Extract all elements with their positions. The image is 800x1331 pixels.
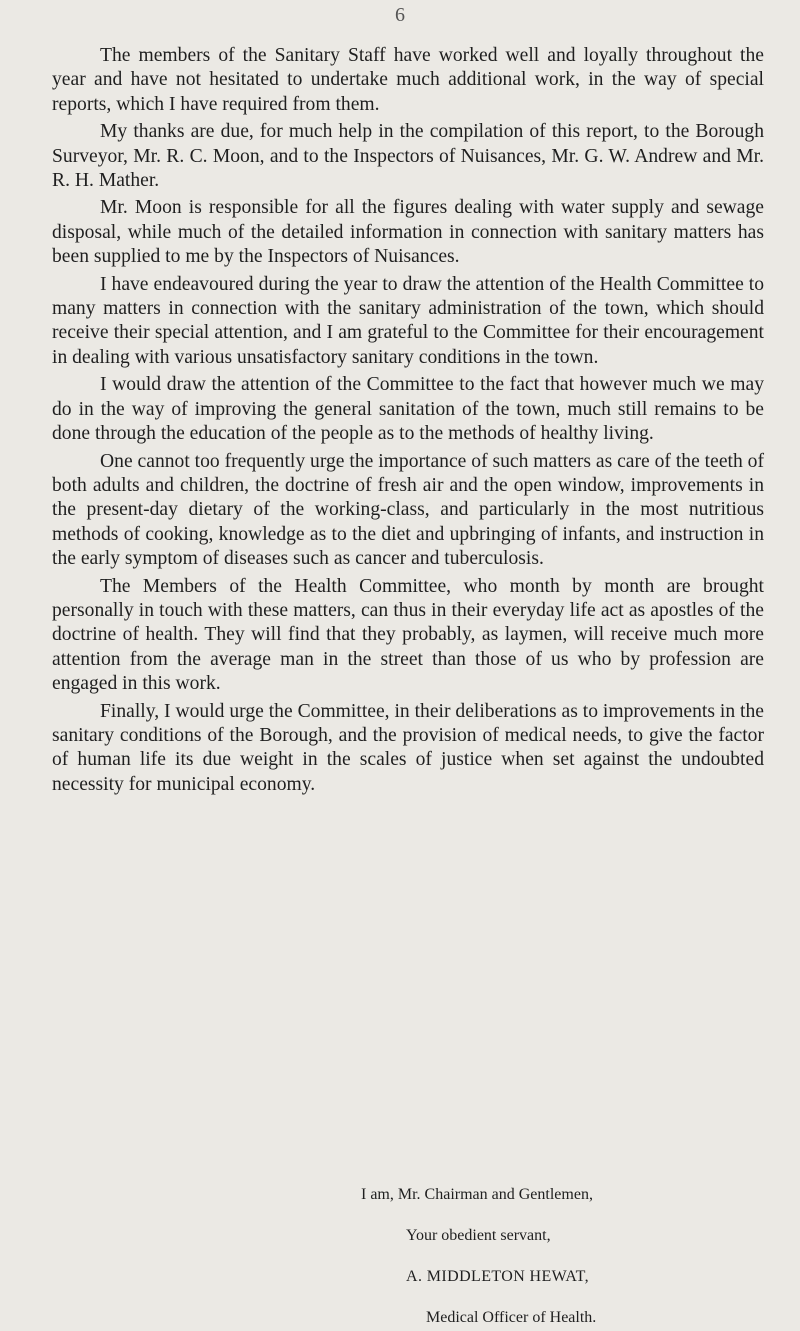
- paragraph-figures: Mr. Moon is responsible for all the figures dealing with water supply and sewage disposal, while much of the detailed information in connection with sanitary matters has been supplied to me by the Inspectors of Nuisances.: [52, 197, 764, 268]
- closing-salutation: I am, Mr. Chairman and Gentlemen,: [361, 1186, 593, 1203]
- paragraph-thanks: My thanks are due, for much help in the compilation of this report, to the Borough Surveyor, Mr. R. C. Moon, and to the Inspectors of Nuisances, Mr. G. W. Andrew and Mr. R. H. Mather.: [52, 121, 764, 192]
- signature-name: A. MIDDLETON HEWAT,: [406, 1268, 589, 1285]
- paragraph-members: The Members of the Health Committee, who month by month are brought personally in touch with these matters, can thus in their everyday life act as apostles of the doctrine of health. They will find that they probably, as laymen, will receive much more attention from the average man in the street than those of us who by profession are engaged in this work.: [52, 575, 764, 695]
- paragraph-finally: Finally, I would urge the Committee, in their deliberations as to improvements in the sanitary conditions of the Borough, and the provision of medical needs, to give the factor of human life its due weight in the scales of justice when set against the undoubted necessity for municipal economy.: [52, 700, 764, 795]
- closing-valediction: Your obedient servant,: [406, 1227, 551, 1244]
- paragraph-staff: The members of the Sanitary Staff have worked well and loyally throughout the year and have not hesitated to undertake much additional work, in the way of special reports, which I have required from them.: [52, 45, 764, 115]
- paragraph-committee-attention: I have endeavoured during the year to draw the attention of the Health Committee to many matters in connection with the sanitary administration of the town, which should receive their special attention, and I am grateful to the Committee for their encouragement in dealing with various unsatisfactory sanitary conditions in the town.: [52, 273, 764, 368]
- page-number: 6: [395, 4, 405, 26]
- paragraph-health-matters: One cannot too frequently urge the importance of such matters as care of the teeth of both adults and children, the doctrine of fresh air and the open window, improvements in the present-day dietary of the working-class, and particularly in the most nutritious methods of cooking, knowledge as to the diet and upbringing of infants, and instruction in the early symptom of diseases such as cancer and tuberculosis.: [52, 450, 764, 570]
- signature-title: Medical Officer of Health.: [426, 1309, 597, 1326]
- paragraph-education: I would draw the attention of the Committee to the fact that however much we may do in the way of improving the general sanitation of the town, much still remains to be done through the education of the people as to the methods of healthy living.: [52, 374, 764, 445]
